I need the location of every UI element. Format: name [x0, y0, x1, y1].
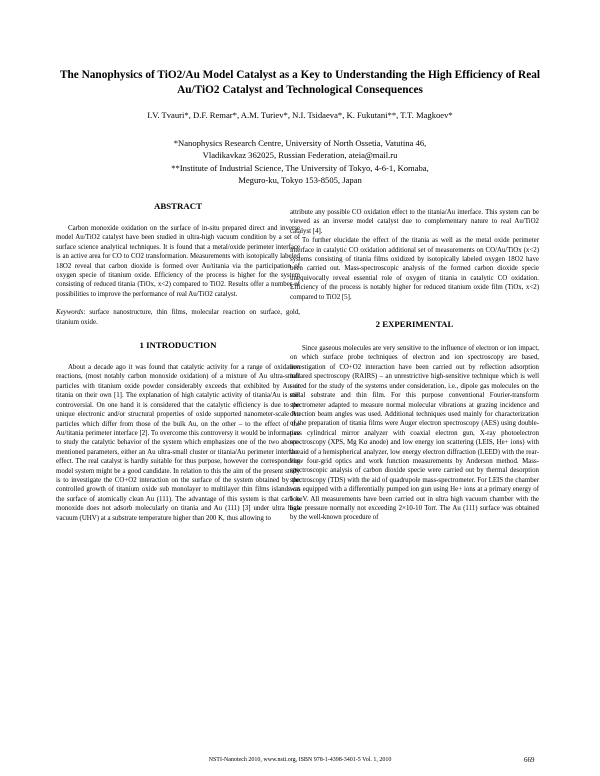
left-column [56, 200, 300, 523]
intro-paragraph-2: To further elucidate the effect of the titania as well as the metal oxide perimeter interface in catalytic CO oxidation additional set of measurements on CO/Au/TiOx (x<2) systems consisting of titania films oxidized by isotopically labeled oxygen 18O2 have been carried out. Mass-spectroscopic analysis of the formed carbon dioxide specie unequivocally reveal essential role of oxygen of titania in catalytic CO oxidation. Efficiency of the process is notably higher for reduced titanium oxide film (TiOx, x<2) compared to TiO2 [5]. [290, 237, 539, 301]
affiliation-line: **Institute of Industrial Science, The University of Tokyo, 4-6-1, Komaba, [171, 162, 429, 173]
affiliation-line: Vladikavkaz 362025, Russian Federation, ateia@mail.ru [202, 150, 398, 161]
keywords [56, 308, 300, 327]
right-column [290, 208, 539, 523]
affiliation-line: Meguro-ku, Tokyo 153-8505, Japan [238, 175, 362, 186]
abstract-heading: ABSTRACT [154, 201, 202, 211]
experimental-heading: 2 EXPERIMENTAL [375, 319, 454, 330]
affiliation-line: *Nanophysics Research Centre, University of North Ossetia, Vatutina 46, [173, 138, 427, 148]
keywords-label: Keywords [56, 309, 84, 317]
paper-title: The Nanophysics of TiO2/Au Model Catalyst as a Key to Understanding the High Efficiency of Real Au/TiO2 Catalyst and Technological Consequences [59, 69, 541, 96]
affiliations [100, 137, 500, 187]
author-list: I.V. Tvauri*, D.F. Remar*, A.M. Turiev*, N.I. Tsidaeva*, K. Fukutani**, T.T. Magkoev* [147, 110, 453, 120]
introduction-text: About a decade ago it was found that catalytic activity for a range of oxidation reactions, (most notably carbon monoxide oxidation) of a mixture of Au ultra-small particles with titanium oxide powder considerably exceeds that exhibited by Au or titania on their own [1]. The explanation of high catalytic activity of titania/Au is still controversial. On one hand it is considered that the catalytic efficiency is due to the unique electronic and/or structural properties of oxide supported nanometer-scale Au particles which differ from those of the bulk Au, on the other – to the effect of the Au/titania perimeter interface [2]. To overcome this controversy it would be informative to study the catalytic behavior of the system which emphasizes one of the two above-mentioned parameters, either an Au ultra-small cluster or titania/Au perimeter interface effect. The real catalyst is hardly suitable for thus purpose, however the corresponding model system might be a good candidate. In relation to this the aim of the present study is to investigate the CO+O2 interaction on the surface of the system obtained by the controlled growth of titanium oxide sub monolayer to multilayer thin films islands on the surface of atomically clean Au (111). The advantage of this system is that carbon monoxide does not adsorb molecularly on titania and Au (111) [3] under ultra high vacuum (UHV) at a substrate temperature higher than 200 K, thus allowing to [56, 364, 300, 522]
introduction-heading: 1 INTRODUCTION [139, 340, 217, 351]
page-footer: NSTI-Nanotech 2010, www.nsti.org, ISBN 978-1-4398-3401-5 Vol. 1, 2010 [208, 757, 392, 763]
keywords-text: : surface nanostructure, thin films, molecular reaction on surface, gold, titanium oxide. [56, 309, 300, 326]
intro-continuation: attribute any possible CO oxidation effect to the titania/Au interface. This system can be viewed as an inverse model catalyst due to complementary nature to real Au/TiO2 catalyst [4]. [290, 209, 539, 235]
abstract-text: Carbon monoxide oxidation on the surface of in-situ prepared direct and inverse model Au/TiO2 catalyst have been studied in ultra-high vacuum condition by a set of surface science analytical techniques. It is found that a metal/oxide perimeter interface is an active area for CO to CO2 transformation. Measurements with isotopically labeled 18O2 reveal that carbon dioxide is formed over Au/titania via the participation of oxygen specie of titanium oxide. Efficiency of the process is higher for the system consisting of reduced titania (TiOx, x<2) compared to TiO2. Results offer a number of possibilities to improve the performance of real Au/TiO2 catalyst. [56, 225, 300, 298]
page-number: 669 [524, 756, 535, 764]
experimental-text: Since gaseous molecules are very sensitive to the influence of electron or ion impact, on which surface probe techniques of electron and ion spectroscopy are based, investigation of CO+O2 interaction have been carried out by reflection adsorption infrared spectroscopy (RAIRS) – an unrestrictive high-sensitive technique which is well suited for the study of the systems under consideration, i.e., dipole gas molecules on the metal substrate and thin film. For this purpose conventional Fourier-transform spectrometer adapted to measure normal molecular vibrations at grazing incidence and detection beam angles was used. Additional techniques used mainly for characterization of the preparation of titania films were Auger electron spectroscopy (AES) using double-pass cylindrical mirror analyzer with coaxial electron gun, X-ray photoelectron spectroscopy (XPS, Mg Kα anode) and low energy ion scattering (LEIS, He+ ions) with the aid of a hemispherical analyzer, low energy electron diffraction (LEED) with the rear-view four-grid optics and work function measurements by Anderson method. Mass-spectroscopic analysis of carbon dioxide specie were carried out by thermal desorption spectroscopy (TDS) with the aid of quadrupole mass-spectrometer. For LEIS the chamber was equipped with a differentially pumped ion gun using He+ ions at a primary energy of 1 keV. All measurements have been carried out in ultra high vacuum chamber with the base pressure normally not exceeding 2×10-10 Torr. The Au (111) surface was obtained by the well-known procedure of [290, 345, 539, 522]
